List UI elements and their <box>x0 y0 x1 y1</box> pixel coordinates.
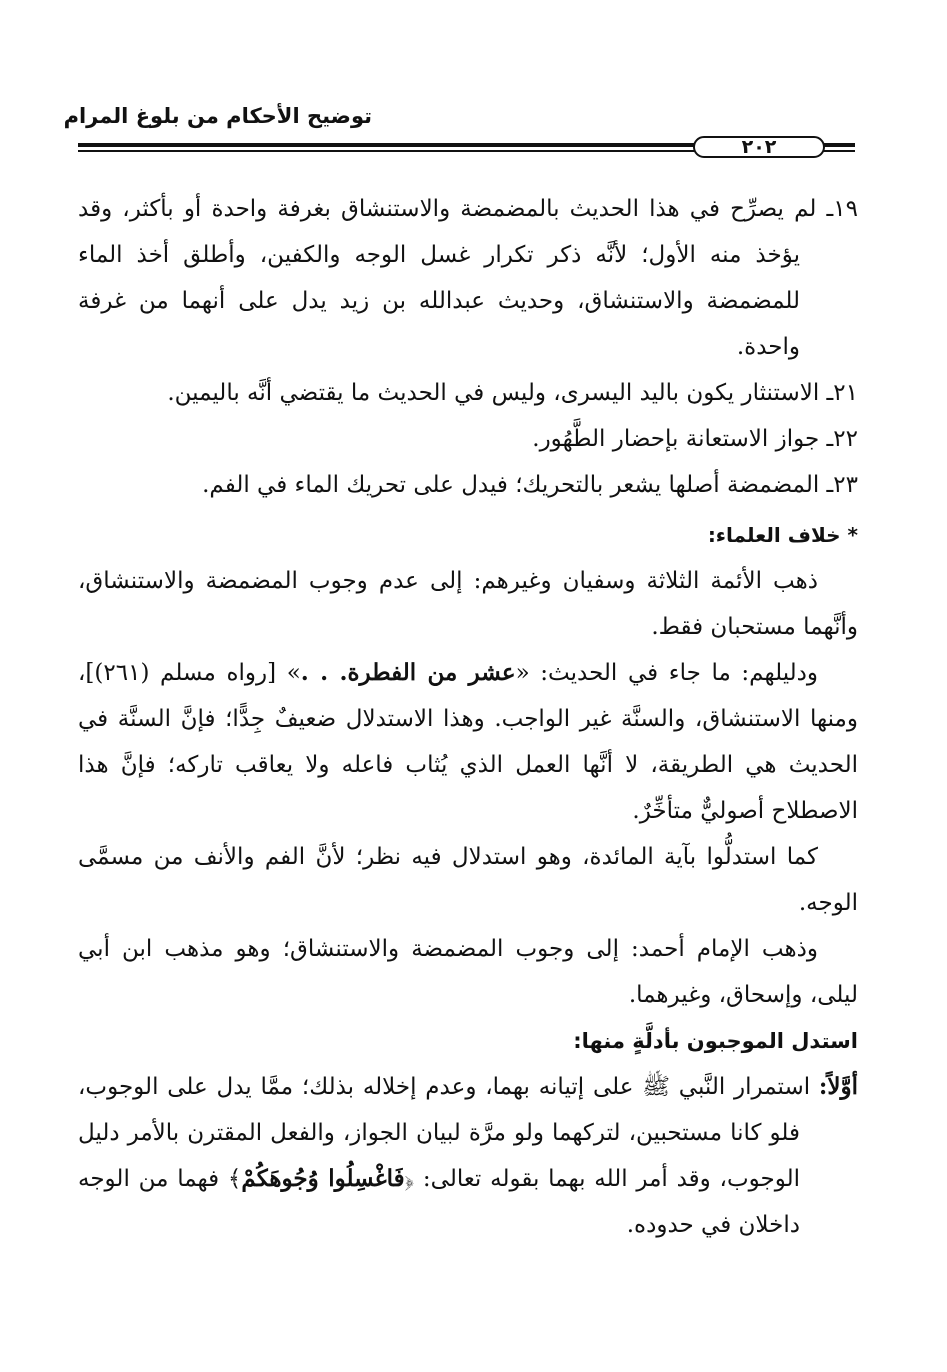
benefit-number: ٢٢ـ <box>826 426 858 452</box>
benefit-text: جواز الاستعانة بإحضار الطَّهُور. <box>532 426 820 452</box>
paragraph: وذهب الإمام أحمد: إلى وجوب المضمضة والاستنشاق؛ وهو مذهب ابن أبي ليلى، وإسحاق، وغيرهما. <box>78 936 858 1008</box>
benefit-item <box>78 462 858 508</box>
paragraph: ذهب الأئمة الثلاثة وسفيان وغيرهم: إلى عدم وجوب المضمضة والاستنشاق، وأنَّهما مستحبان فقط. <box>78 568 858 640</box>
benefit-number: ٢١ـ <box>826 380 858 406</box>
quran-verse: فَاغْسِلُوا وُجُوهَكُمْ <box>241 1165 405 1192</box>
page-number: ٢٠٢ <box>693 136 825 158</box>
section-heading: * خلاف العلماء: <box>707 523 858 547</box>
benefit-item <box>78 370 858 416</box>
paragraph-text: » [رواه مسلم (٢٦١)]، ومنها الاستنشاق، والسنَّة غير الواجب. وهذا الاستدلال ضعيفٌ جِدًّا؛ فإنَّ السنَّة في الحديث هي الطريقة، لا أنَّها العمل الذي يُثاب فاعله ولا يعاقب تاركه؛ فإنَّ هذا الاصطلاح أصوليٌّ متأخِّرٌ. <box>78 660 858 824</box>
benefit-item <box>78 186 858 370</box>
paragraph <box>78 650 858 834</box>
evidence-subheading: استدل الموجبون بأدلَّةٍ منها: <box>573 1029 858 1053</box>
benefit-text: المضمضة أصلها يشعر بالتحريك؛ فيدل على تحريك الماء في الفم. <box>202 472 820 498</box>
hadith-quote: عشر من الفطرة. . . <box>300 659 516 686</box>
benefit-item <box>78 416 858 462</box>
evidence-text: استمرار النَّبي ﷺ على إتيانه بهما، وعدم إخلاله بذلك؛ ممَّا يدل على الوجوب، فلو كانا مستحبين، لتركهما ولو مرَّة لبيان الجواز، والفعل المقترن بالأمر دليل الوجوب، وقد أمر الله بهما بقوله تعالى: ﴿ <box>78 1074 811 1192</box>
evidence-label: أوَّلاً: <box>818 1073 858 1100</box>
benefit-text: لم يصرِّح في هذا الحديث بالمضمضة والاستنشاق بغرفة واحدة أو بأكثر، وقد يؤخذ منه الأول؛ لأنَّه ذكر تكرار غسل الوجه والكفين، وأطلق أخذ الماء للمضمضة والاستنشاق، وحديث عبدالله بن زيد يدل على أنهما من غرفة واحدة. <box>78 196 817 360</box>
evidence-item <box>78 1064 858 1248</box>
evidence-text: ﴾ فهما من الوجه داخلان في حدوده. <box>78 1166 800 1238</box>
running-header-title: توضيح الأحكام من بلوغ المرام <box>63 104 372 128</box>
page-body <box>78 186 858 1248</box>
benefit-number: ١٩ـ <box>826 196 858 222</box>
benefit-text: الاستنثار يكون باليد اليسرى، وليس في الحديث ما يقتضي أنَّه باليمين. <box>167 380 820 406</box>
benefit-number: ٢٣ـ <box>826 472 858 498</box>
header-rule <box>78 136 855 158</box>
paragraph: كما استدلُّوا بآية المائدة، وهو استدلال فيه نظر؛ لأنَّ الفم والأنف من مسمَّى الوجه. <box>78 844 858 916</box>
paragraph-text: ودليلهم: ما جاء في الحديث: « <box>515 660 818 686</box>
